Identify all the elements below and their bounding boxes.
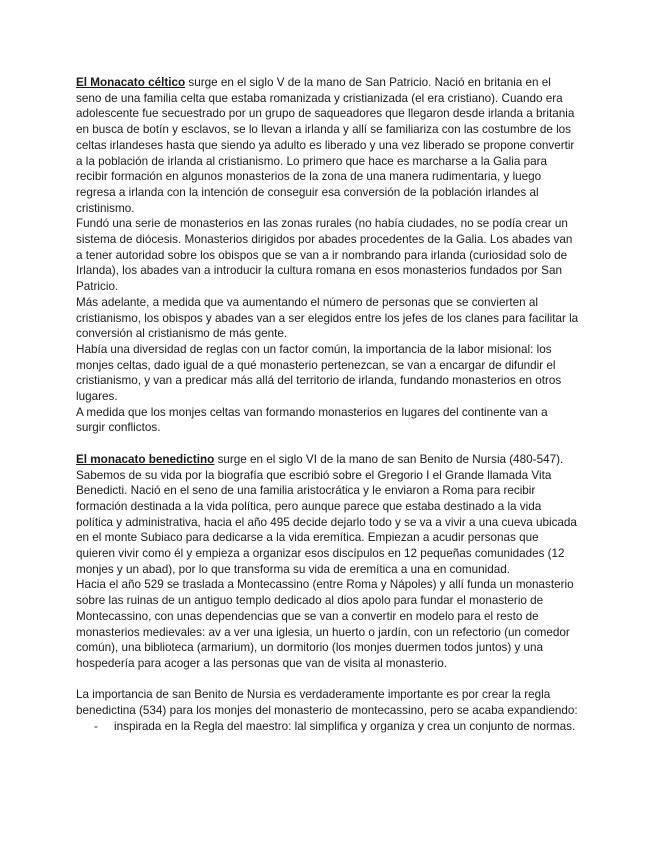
paragraph-benedictine-intro — [76, 452, 579, 578]
celtic-intro-text: surge en el siglo V de la mano de San Patricio. Nació en britania en el seno de una familia celta que estaba romanizada y cristianizada (el era cristiano). Cuando era adolescente fue secuestrado por un grupo de saqueadores que llegaron desde irlanda a britania en busca de botín y esclavos, se lo llevan a irlanda y allí se familiariza con las costumbre de los celtas irlandeses hasta que siendo ya adulto es liberado y una vez liberado se propone convertir a la población de irlanda al cristianismo. Lo primero que hace es marcharse a la Galia para recibir formación en algunos monasterios de la zona de una manera rudimentaria, y luego regresa a irlanda con la intención de conseguir esa conversión de la población irlandes al cristinismo. — [76, 76, 575, 215]
paragraph-celtic-3: Más adelante, a medida que va aumentando el número de personas que se convierten al cristianismo, los obispos y abades van a ser elegidos entre los jefes de los clanes para facilitar la conversión al cristianismo de más gente. — [76, 295, 579, 341]
paragraph-celtic-5: A medida que los monjes celtas van formando monasterios en lugares del continente van a surgir conflictos. — [76, 405, 548, 435]
benedictine-intro-text: surge en el siglo VI de la mano de san Benito de Nursia (480-547). Sabemos de su vida por la biografía que escribió sobre el Gregorio I el Grande llamada Vita Benedicti. Nació en el seno de una familia aristocrática y le enviaron a Roma para recibir formación destinada a la vida política, pero aunque parece que estaba destinado a la vida política y administrativa, hacia el año 495 decide dejarlo todo y se va a vivir a una cueva ubicada en el monte Subiaco para dedicarse a la vida eremítica. Empiezan a acudir personas que quieren vivir como él y empieza a organizar esos discípulos en 12 pequeñas comunidades (12 monjes y un abad), por lo que transforma su vida de eremítica a una en comunidad. — [76, 452, 577, 576]
paragraph-celtic-2: Fundó una serie de monasterios en las zonas rurales (no había ciudades, no se podía crear un sistema de diócesis. Monasterios dirigidos por abades procedentes de la Galia. Los abades van a tener autoridad sobre los obispos que se van a ir nombrando para irlanda (curiosidad solo de Irlanda), los abades van a introducir la cultura romana en esos monasterios fundados por San Patricio. — [76, 217, 573, 294]
paragraph-benedictine-2: Hacia el año 529 se traslada a Montecassino (entre Roma y Nápoles) y allí funda un monasterio sobre las ruinas de un antiguo templo dedicado al dios apolo para fundar el monasterio de Montecassino, con unas dependencias que se van a convertir en modelo para el resto de monasterios medievales: av a ver una iglesia, un huerto o jardín, con un refectorio (un comedor común), una biblioteca (armarium), un dormitorio (los monjes duermen todos juntos) y una hospedería para acoger a las personas que van de visita al monasterio. — [76, 578, 574, 670]
rule-list — [76, 719, 579, 735]
paragraph-celtic-intro — [76, 75, 579, 216]
section-benedictine-rule — [76, 687, 579, 734]
heading-celtic-monasticism: El Monacato céltico — [76, 76, 186, 89]
paragraph-celtic-4: Había una diversidad de reglas con un factor común, la importancia de la labor misional: los monjes celtas, dado igual de a qué monasterio pertenezcan, se van a encargar de difundir el cristianismo, y van a predicar más allá del territorio de irlanda, fundando monasterios en otros lugares. — [76, 342, 562, 404]
heading-benedictine-monasticism: El monacato benedictino — [76, 452, 215, 466]
list-item-text: inspirada en la Regla del maestro: lal simplifica y organiza y crea un conjunto de normas. — [114, 719, 576, 733]
section-celtic-monasticism — [76, 75, 579, 436]
section-benedictine-monasticism — [76, 452, 579, 672]
list-marker: - — [94, 719, 98, 733]
list-item — [94, 719, 579, 735]
paragraph-rule: La importancia de san Benito de Nursia es verdaderamente importante es por crear la regla benedictina (534) para los monjes del monasterio de montecassino, pero se acaba expandiendo: — [76, 688, 578, 718]
